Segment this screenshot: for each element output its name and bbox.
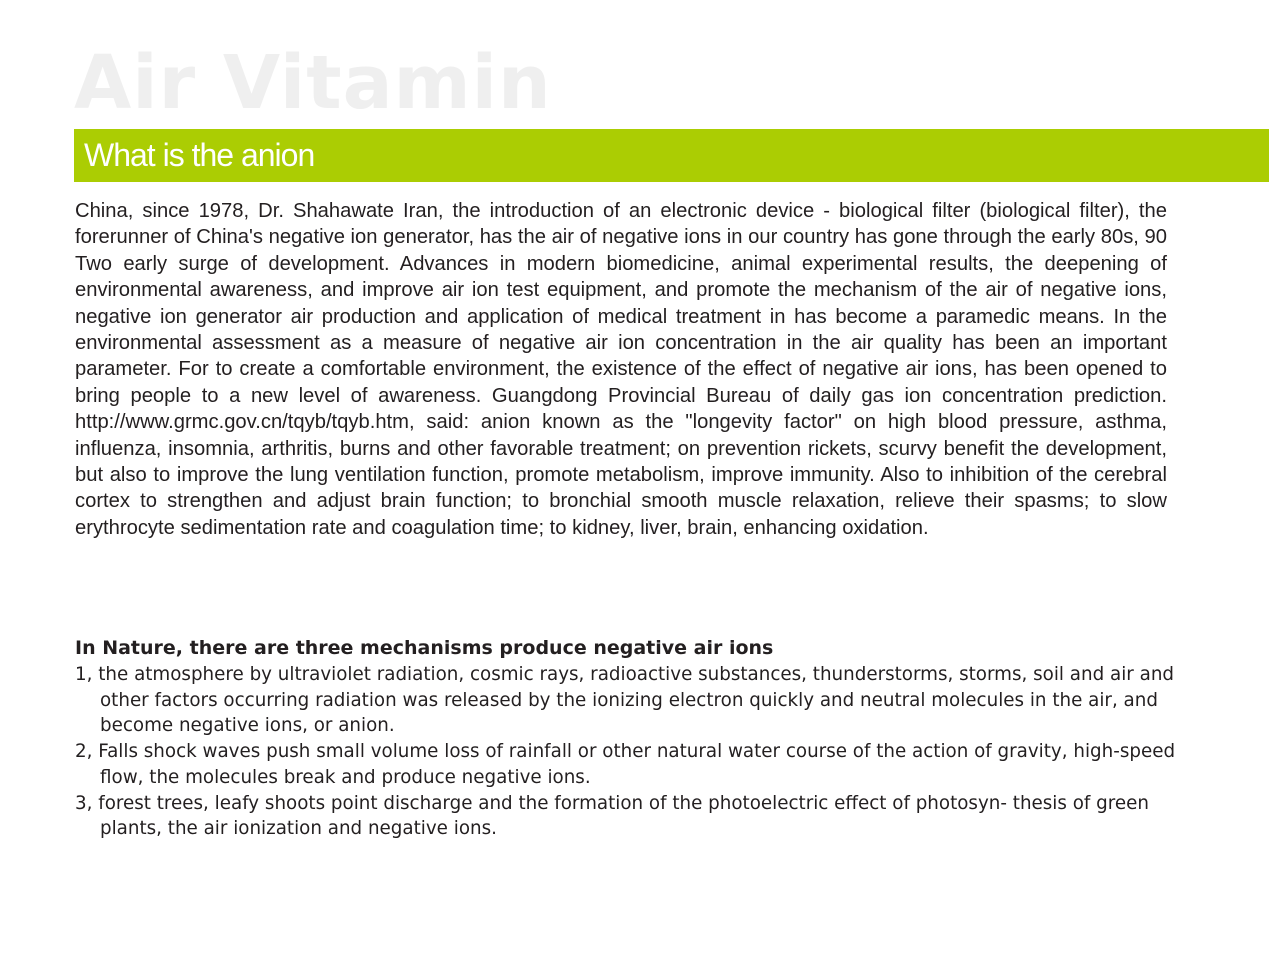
list-item: 3, forest trees, leafy shoots point discharge and the formation of the photoelectric effect of photosyn- thesis of green plants, the air ionization and negative ions. [75,792,1149,840]
mechanisms-heading: In Nature, there are three mechanisms produce negative air ions [75,637,774,659]
intro-paragraph: China, since 1978, Dr. Shahawate Iran, the introduction of an electronic device - biological filter (biological filter), the forerunner of China's negative ion generator, has the air of negative ions in our country has gone through the early 80s, 90 Two early surge of development. Advances in modern biomedicine, animal experimental results, the deepening of environmental awareness, and improve air ion test equipment, and promote the mechanism of the air of negative ions, negative ion generator air production and application of medical treatment in has become a paramedic means. In the environmental assessment as a measure of negative air ion concentration in the air quality has been an important parameter. For to create a comfortable environment, the existence of the effect of negative air ions, has been opened to bring people to a new level of awareness. Guangdong Provincial Bureau of daily gas ion concentration prediction. http://www.grmc.gov.cn/tqyb/tqyb.htm, said: anion known as the "longevity factor" on high blood pressure, asthma, influenza, insomnia, arthritis, burns and other favorable treatment; on prevention rickets, scurvy benefit the development, but also to improve the lung ventilation function, promote metabolism, improve immunity. Also to inhibition of the cerebral cortex to strengthen and adjust brain function; to bronchial smooth muscle relaxation, relieve their spasms; to slow erythrocyte sedimentation rate and coagulation time; to kidney, liver, brain, enhancing oxidation. [75,200,1167,539]
page-title: Air Vitamin [74,40,552,126]
list-item: 2, Falls shock waves push small volume loss of rainfall or other natural water course of the action of gravity, high-speed flow, the molecules break and produce negative ions. [75,741,1176,788]
section-title: What is the anion [84,137,315,173]
mechanisms-list [75,662,1177,842]
list-item: 1, the atmosphere by ultraviolet radiation, cosmic rays, radioactive substances, thunderstorms, storms, soil and air and other factors occurring radiation was released by the ionizing electron quickly and neutral molecules in the air, and become negative ions, or anion. [75,664,1175,737]
section-banner [74,129,1269,182]
